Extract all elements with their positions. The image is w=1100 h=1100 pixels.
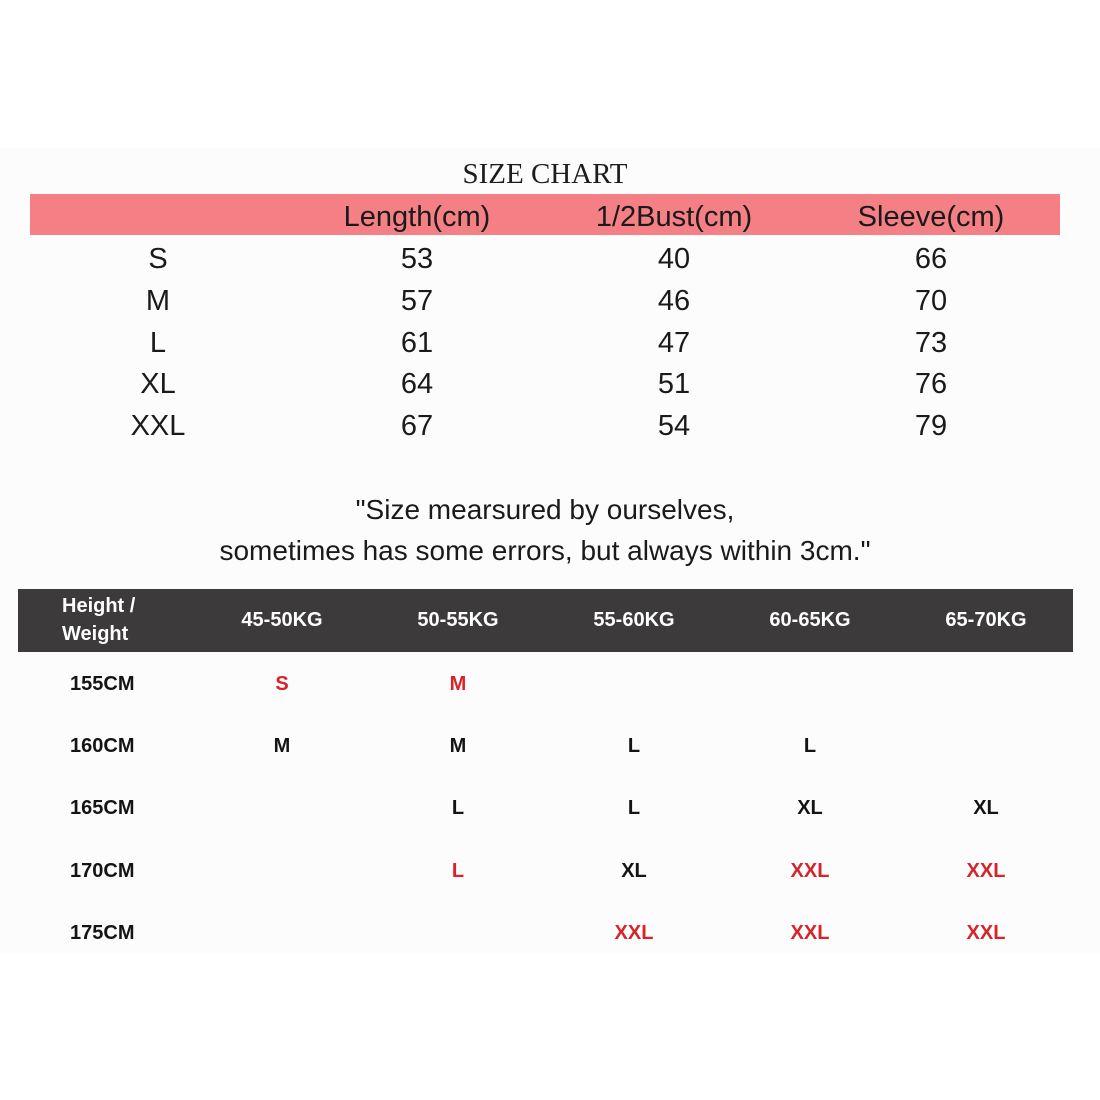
sleeve-value: 79 [914, 410, 948, 442]
fit-cell: L [627, 735, 641, 757]
length-value: 67 [400, 410, 434, 442]
fit-cell: XL [621, 860, 647, 882]
fit-cell: L [803, 735, 817, 757]
fit-cell: M [273, 735, 291, 757]
height-label: 160CM [70, 735, 135, 757]
length-header: Length(cm) [343, 201, 491, 233]
fit-cell: M [449, 673, 467, 695]
size-label: S [148, 243, 168, 275]
sleeve-value: 66 [914, 243, 948, 275]
height-weight-header-line2: Weight [62, 623, 129, 645]
height-weight-header-line1: Height / [62, 595, 136, 617]
height-label: 170CM [70, 860, 135, 882]
fit-cell: L [451, 860, 465, 882]
fit-cell: XXL [790, 860, 830, 882]
fit-cell: XXL [966, 860, 1006, 882]
fit-cell: XXL [966, 922, 1006, 944]
weight-header-45-50: 45-50KG [241, 609, 323, 631]
bust-value: 54 [657, 410, 691, 442]
fit-cell: XXL [790, 922, 830, 944]
bust-header: 1/2Bust(cm) [595, 201, 753, 233]
size-label: L [149, 327, 167, 359]
sleeve-value: 76 [914, 368, 948, 400]
measurement-note-line1: "Size mearsured by ourselves, [355, 494, 735, 525]
bust-value: 47 [657, 327, 691, 359]
size-label: XL [140, 368, 176, 400]
chart-title: SIZE CHART [462, 158, 628, 190]
size-label: M [145, 285, 171, 317]
fit-cell: M [449, 735, 467, 757]
height-label: 175CM [70, 922, 135, 944]
bust-value: 40 [657, 243, 691, 275]
sleeve-value: 73 [914, 327, 948, 359]
fit-cell: L [451, 797, 465, 819]
length-value: 53 [400, 243, 434, 275]
measurement-note-line2: sometimes has some errors, but always within 3cm." [219, 535, 871, 566]
size-label: XXL [130, 410, 186, 442]
weight-header-60-65: 60-65KG [769, 609, 851, 631]
height-weight-header [62, 592, 162, 648]
sleeve-header: Sleeve(cm) [857, 201, 1005, 233]
weight-header-65-70: 65-70KG [945, 609, 1027, 631]
length-value: 64 [400, 368, 434, 400]
fit-cell: L [627, 797, 641, 819]
length-value: 57 [400, 285, 434, 317]
sleeve-value: 70 [914, 285, 948, 317]
fit-cell: S [275, 673, 289, 695]
bust-value: 51 [657, 368, 691, 400]
fit-cell: XXL [614, 922, 654, 944]
weight-header-50-55: 50-55KG [417, 609, 499, 631]
height-label: 155CM [70, 673, 135, 695]
length-value: 61 [400, 327, 434, 359]
height-label: 165CM [70, 797, 135, 819]
fit-cell: XL [797, 797, 823, 819]
bust-value: 46 [657, 285, 691, 317]
weight-header-55-60: 55-60KG [593, 609, 675, 631]
fit-cell: XL [973, 797, 999, 819]
